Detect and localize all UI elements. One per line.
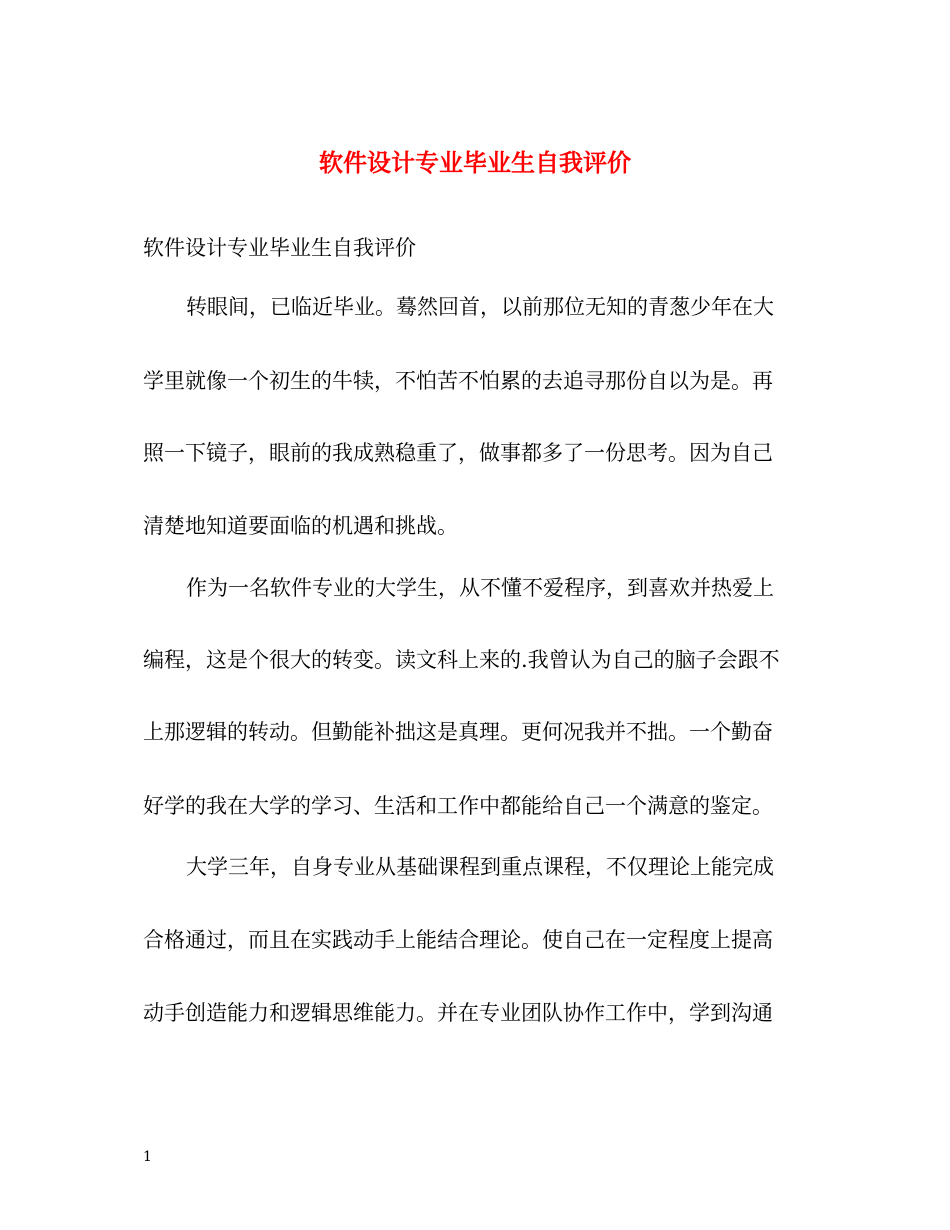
paragraph-line: 合格通过，而且在实践动手上能结合理论。使自己在一定程度上提高 <box>143 928 773 952</box>
paragraph-line: 上那逻辑的转动。但勤能补拙这是真理。更何况我并不拙。一个勤奋 <box>143 720 773 744</box>
paragraph-line: 动手创造能力和逻辑思维能力。并在专业团队协作工作中，学到沟通 <box>143 1001 773 1025</box>
paragraph-line: 照一下镜子，眼前的我成熟稳重了，做事都多了一份思考。因为自己 <box>143 441 773 465</box>
paragraph-line: 学里就像一个初生的牛犊，不怕苦不怕累的去追寻那份自以为是。再 <box>143 369 773 393</box>
paragraph-line: 好学的我在大学的学习、生活和工作中都能给自己一个满意的鉴定。 <box>143 794 773 818</box>
document-subtitle: 软件设计专业毕业生自我评价 <box>143 236 416 260</box>
paragraph-line: 清楚地知道要面临的机遇和挑战。 <box>143 514 458 538</box>
paragraph-line: 作为一名软件专业的大学生，从不懂不爱程序，到喜欢并热爱上 <box>186 576 774 600</box>
paragraph-line: 大学三年，自身专业从基础课程到重点课程，不仅理论上能完成 <box>186 855 774 879</box>
paragraph-line: 转眼间，已临近毕业。蓦然回首，以前那位无知的青葱少年在大 <box>186 295 774 319</box>
paragraph-line: 编程，这是个很大的转变。读文科上来的.我曾认为自己的脑子会跟不 <box>143 648 780 672</box>
page-number: 1 <box>143 1149 152 1165</box>
page-title: 软件设计专业毕业生自我评价 <box>319 148 631 177</box>
